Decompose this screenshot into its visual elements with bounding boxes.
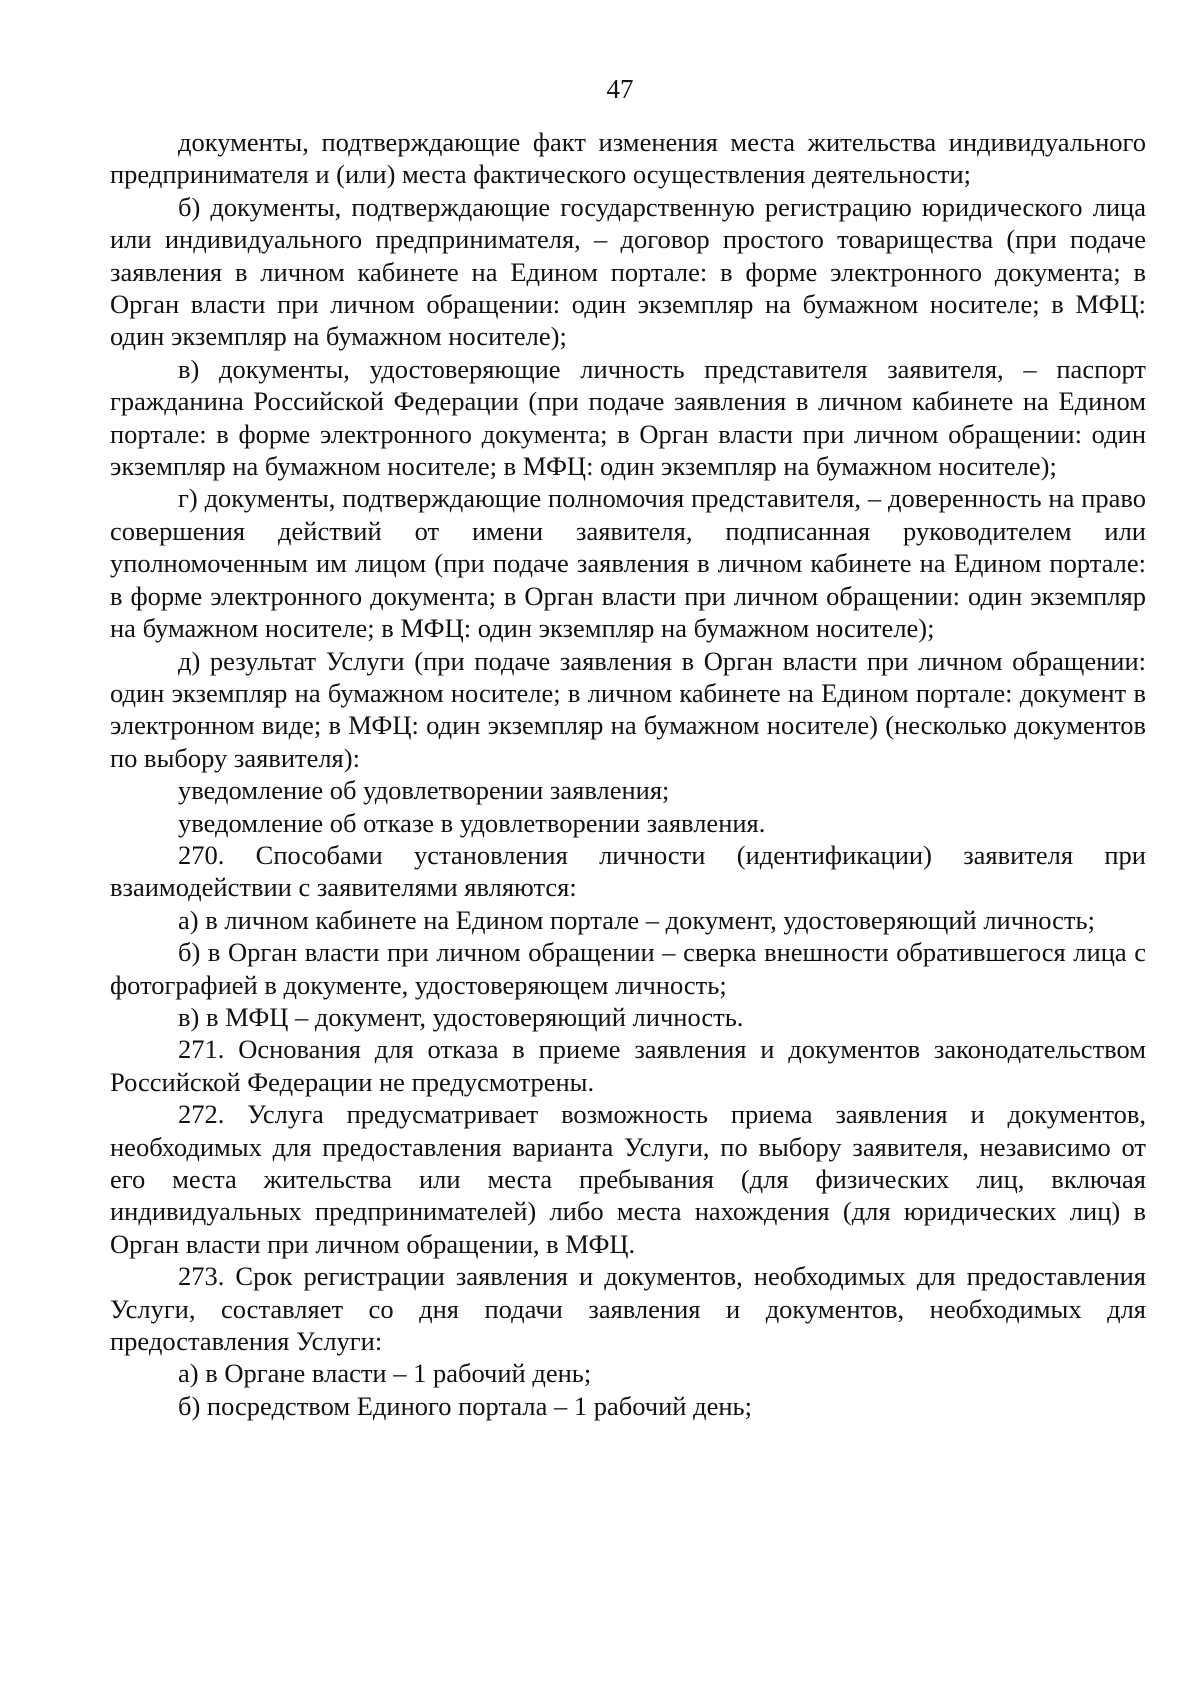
paragraph-273-b-portal: б) посредством Единого портала – 1 рабочий день; (178, 1390, 752, 1421)
paragraph-271-refusal-grounds: 271. Основания для отказа в приеме заявления и документов законодательством Российской Федерации не предусмотрены. (110, 1034, 1146, 1097)
paragraph-270-v-mfc: в) в МФЦ – документ, удостоверяющий личность. (178, 1001, 744, 1032)
paragraph-270-b-authority: б) в Орган власти при личном обращении – сверка внешности обратившегося лица с фотографией в документе, удостоверяющем личность; (110, 937, 1146, 1000)
paragraph-270-a-portal: а) в личном кабинете на Едином портале – документ, удостоверяющий личность; (178, 904, 1095, 935)
paragraph-270-identification: 270. Способами установления личности (идентификации) заявителя при взаимодействии с заявителями являются: (110, 839, 1146, 903)
paragraph-273-a-authority: а) в Органе власти – 1 рабочий день; (178, 1358, 592, 1389)
paragraph-b-registration-docs: б) документы, подтверждающие государственную регистрацию юридического лица или индивидуального предпринимателя, – договор простого товарищества (при подаче заявления в личном кабинете на Едином портале: в форме электронного документа; в Орган власти при личном обращении: один экземпляр на бумажном носителе; в МФЦ: один экземпляр на бумажном носителе); (110, 191, 1146, 352)
paragraph-d-service-result: д) результат Услуги (при подаче заявления в Орган власти при личном обращении: один экземпляр на бумажном носителе; в личном кабинете на Едином портале: документ в электронном виде; в МФЦ: один экземпляр на бумажном носителе) (несколько документов по выбору заявителя): (110, 645, 1146, 773)
page-number: 47 (606, 74, 634, 104)
paragraph-272-extraterritorial: 272. Услуга предусматривает возможность приема заявления и документов, необходимых для предоставления варианта Услуги, по выбору заявителя, независимо от его места жительства или места пребывания (для физических лиц, включая индивидуальных предпринимателей) либо места нахождения (для юридических лиц) в Орган власти при личном обращении, в МФЦ. (110, 1099, 1146, 1259)
document-body (110, 126, 1146, 1422)
paragraph-continuation-residence-docs: документы, подтверждающие факт изменения места жительства индивидуального предпринимателя и (или) места фактического осуществления деятельности; (110, 127, 1146, 190)
paragraph-g-authority-docs: г) документы, подтверждающие полномочия представителя, – доверенность на право совершения действий от имени заявителя, подписанная руководителем или уполномоченным им лицом (при подаче заявления в личном кабинете на Едином портале: в форме электронного документа; в Орган власти при личном обращении: один экземпляр на бумажном носителе; в МФЦ: один экземпляр на бумажном носителе); (110, 483, 1146, 644)
paragraph-notice-approval: уведомление об удовлетворении заявления; (178, 775, 670, 806)
paragraph-v-identity-docs: в) документы, удостоверяющие личность представителя заявителя, – паспорт гражданина Российской Федерации (при подаче заявления в личном кабинете на Едином портале: в форме электронного документа; в Орган власти при личном обращении: один экземпляр на бумажном носителе; в МФЦ: один экземпляр на бумажном носителе); (110, 353, 1146, 482)
paragraph-273-registration-term: 273. Срок регистрации заявления и документов, необходимых для предоставления Услуги, составляет со дня подачи заявления и документов, необходимых для предоставления Услуги: (110, 1261, 1146, 1357)
paragraph-notice-refusal: уведомление об отказе в удовлетворении заявления. (178, 807, 766, 838)
